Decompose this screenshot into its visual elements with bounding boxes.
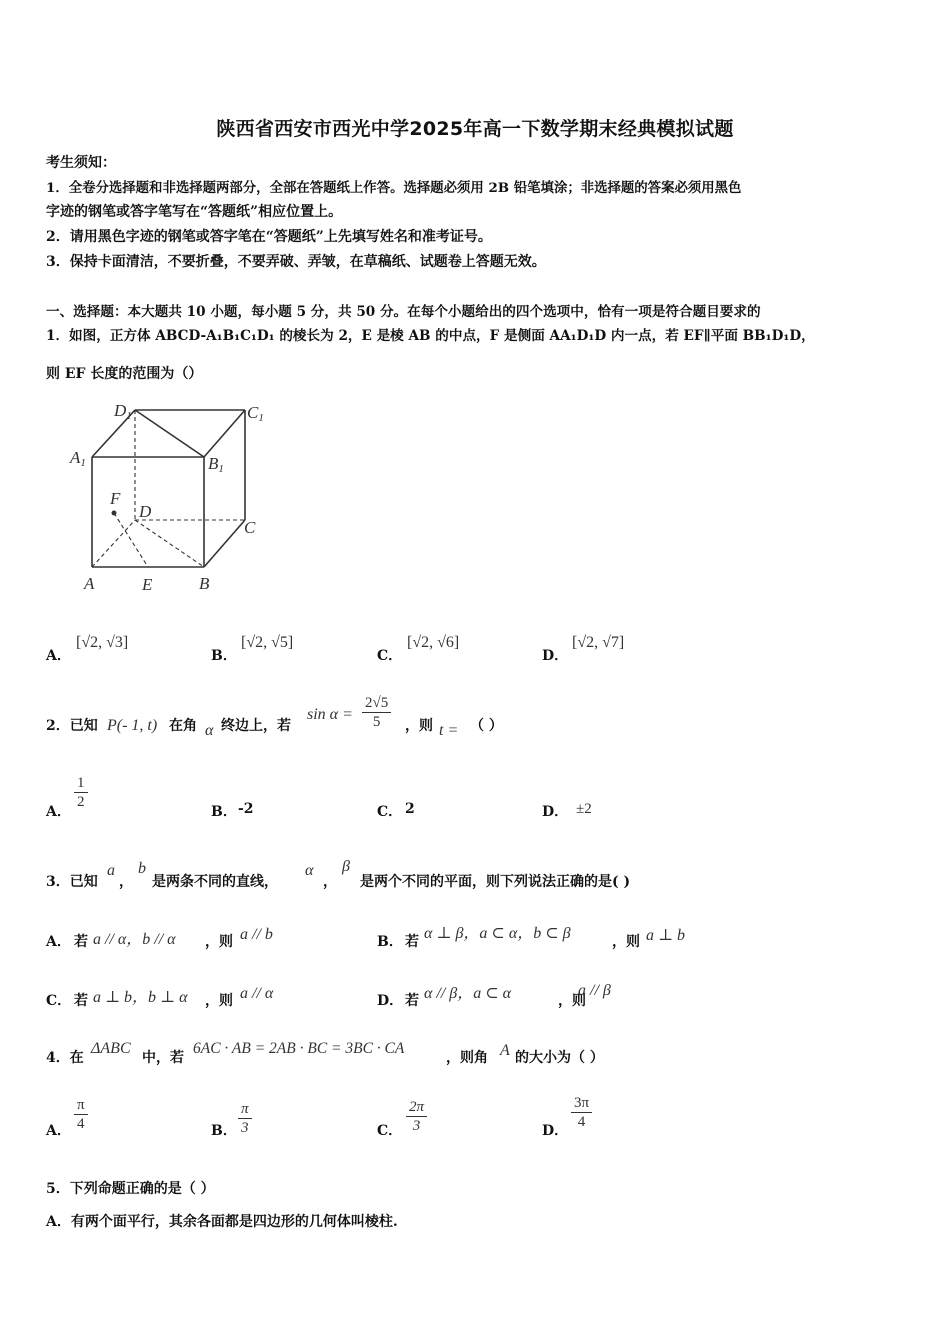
q3-beta: β	[342, 858, 350, 875]
q3-a: a	[107, 862, 115, 879]
q4-option-c-numerator: 2π	[409, 1099, 425, 1115]
q4-option-a-numerator: π	[77, 1097, 85, 1113]
q3-option-b-lead: 若	[405, 934, 419, 950]
section-heading: 一、选择题：本大题共 10 小题，每小题 5 分，共 50 分。在每个小题给出的四个选项中，恰有一项是符合题目要求的	[46, 304, 761, 320]
q2-option-a-value[interactable]	[74, 774, 88, 811]
label-f: F	[110, 489, 121, 508]
q4-option-b-numerator: π	[241, 1101, 249, 1117]
q2-mid2: 终边上，若	[221, 718, 291, 734]
q4-option-a-denominator: 4	[74, 1114, 88, 1133]
q3-option-c-result[interactable]: a // α	[240, 985, 274, 1002]
q1-option-c-label: C．	[377, 648, 403, 664]
q3-option-d-label: D．	[377, 993, 404, 1009]
q1-option-d-label: D．	[542, 648, 569, 664]
q2-alpha: α	[205, 722, 214, 739]
q1-option-b-value[interactable]: [√2, √5]	[241, 634, 294, 651]
q2-mid: 在角	[169, 718, 197, 734]
q2-sin-denominator: 5	[372, 714, 381, 730]
q3-option-d-math[interactable]: α // β，a ⊂ α	[424, 985, 512, 1002]
q3-sep1: ，	[119, 874, 133, 890]
label-a: A	[84, 574, 95, 593]
q4-option-c-label: C．	[377, 1123, 403, 1139]
q4-triangle: ΔABC	[91, 1040, 131, 1057]
q4-option-d-label: D．	[542, 1123, 569, 1139]
label-c1: C1	[247, 403, 264, 424]
q4-mid: 中，若	[142, 1050, 184, 1066]
q4-mid2: ，则角	[446, 1050, 488, 1066]
notice-item-1a: 1．全卷分选择题和非选择题两部分，全部在答题纸上作答。选择题必须用 2B 铅笔填涂；非选择题的答案必须用黑色	[46, 180, 742, 196]
q2-option-b-value[interactable]: -2	[238, 801, 254, 817]
q1-option-a-label: A．	[46, 648, 71, 664]
q2-option-b-label: B．	[211, 804, 237, 820]
q1-option-a-value[interactable]: [√2, √3]	[76, 634, 129, 651]
notice-item-2: 2．请用黑色字迹的钢笔或答字笔在“答题纸”上先填写姓名和准考证号。	[46, 229, 492, 245]
q4-option-c-denominator: 3	[406, 1116, 427, 1135]
q3-option-b-math[interactable]: α ⊥ β，a ⊂ α，b ⊂ β	[424, 925, 571, 942]
label-c: C	[244, 518, 256, 537]
page-title: 陕西省西安市西光中学2025年高一下数学期末经典模拟试题	[216, 118, 734, 140]
q2-option-a-denominator: 2	[74, 792, 88, 811]
q4-expression: 6AC · AB = 2AB · BC = 3BC · CA	[193, 1040, 405, 1057]
q4-option-c-value[interactable]	[406, 1098, 427, 1135]
notice-item-1b: 字迹的钢笔或答字笔写在“答题纸”相应位置上。	[46, 204, 343, 220]
q2-point: P(- 1, t)	[107, 717, 158, 734]
q3-option-c-math[interactable]: a ⊥ b，b ⊥ α	[93, 989, 188, 1006]
q2-end: （ ）	[470, 718, 503, 734]
q3-option-a-math[interactable]: a // α，b // α	[93, 931, 176, 948]
label-e: E	[142, 575, 153, 594]
q2-option-d-label: D．	[542, 804, 569, 820]
q4-option-b-denominator: 3	[238, 1118, 252, 1137]
q4-prefix: 4．在	[46, 1050, 84, 1066]
label-d1: D1	[114, 401, 132, 422]
point-f-marker	[112, 511, 117, 516]
label-b1: B1	[208, 454, 224, 475]
q4-end: 的大小为（ ）	[515, 1050, 604, 1066]
q2-prefix: 2．已知	[46, 718, 98, 734]
q2-sin: sin α =	[307, 706, 353, 723]
q3-alpha: α	[305, 862, 314, 879]
q1-option-d-value[interactable]: [√2, √7]	[572, 634, 625, 651]
q4-option-d-numerator: 3π	[574, 1095, 590, 1111]
q4-option-b-label: B．	[211, 1123, 237, 1139]
q4-option-d-denominator: 4	[571, 1112, 592, 1131]
q2-option-d-value[interactable]: ±2	[576, 801, 592, 817]
notice-heading: 考生须知：	[46, 155, 116, 171]
q3-prefix: 3．已知	[46, 874, 98, 890]
q1-option-b-label: B．	[211, 648, 237, 664]
q2-sin-fraction	[362, 694, 391, 731]
q3-option-d-lead: 若	[405, 993, 419, 1009]
q2-mid3: ，则	[405, 718, 433, 734]
q3-sep2: ，	[323, 874, 337, 890]
q4-option-d-value[interactable]	[571, 1094, 592, 1131]
q4-option-a-value[interactable]	[74, 1096, 88, 1133]
q3-option-b-label: B．	[377, 934, 403, 950]
q2-option-c-label: C．	[377, 804, 403, 820]
q4-option-b-value[interactable]	[238, 1100, 252, 1137]
label-d: D	[139, 502, 152, 521]
q2-option-a-label: A．	[46, 804, 71, 820]
q3-option-c-then: ，则	[205, 993, 233, 1009]
q3-option-b-result[interactable]: a ⊥ b	[646, 927, 686, 944]
q1-stem-line1: 1．如图，正方体 ABCD-A₁B₁C₁D₁ 的棱长为 2，E 是棱 AB 的中点，F 是侧面 AA₁D₁D 内一点，若 EF∥平面 BB₁D₁D，	[46, 328, 815, 344]
q3-option-a-then: ，则	[205, 934, 233, 950]
notice-item-3: 3．保持卡面清洁，不要折叠，不要弄破、弄皱，在草稿纸、试题卷上答题无效。	[46, 254, 546, 270]
q3-option-c-label: C．	[46, 993, 72, 1009]
q3-mid: 是两条不同的直线，	[152, 874, 278, 890]
q1-stem-line2: 则 EF 长度的范围为（）	[46, 366, 203, 382]
q2-sin-numerator: 2√5	[362, 694, 391, 713]
q3-b: b	[138, 860, 146, 877]
q3-option-a-label: A．	[46, 934, 71, 950]
q5-stem: 5．下列命题正确的是（ ）	[46, 1181, 215, 1197]
q1-cube-figure	[62, 395, 277, 600]
q5-option-a[interactable]: A．有两个面平行，其余各面都是四边形的几何体叫棱柱.	[46, 1214, 398, 1230]
q2-t-eq: t =	[439, 722, 459, 739]
q3-end: 是两个不同的平面，则下列说法正确的是( )	[360, 874, 631, 890]
q3-option-c-lead: 若	[74, 993, 88, 1009]
q4-angle-a: A	[500, 1042, 510, 1059]
q4-option-a-label: A．	[46, 1123, 71, 1139]
q3-option-d-then: ，则	[558, 993, 586, 1009]
q2-option-c-value[interactable]: 2	[405, 801, 415, 817]
q1-option-c-value[interactable]: [√2, √6]	[407, 634, 460, 651]
q3-option-d-result[interactable]: a // β	[578, 982, 611, 999]
q3-option-b-then: ，则	[612, 934, 640, 950]
q3-option-a-result[interactable]: a // b	[240, 926, 273, 943]
label-b: B	[199, 574, 210, 593]
q2-option-a-numerator: 1	[77, 775, 85, 791]
label-a1: A1	[70, 448, 86, 469]
q3-option-a-lead: 若	[74, 934, 88, 950]
